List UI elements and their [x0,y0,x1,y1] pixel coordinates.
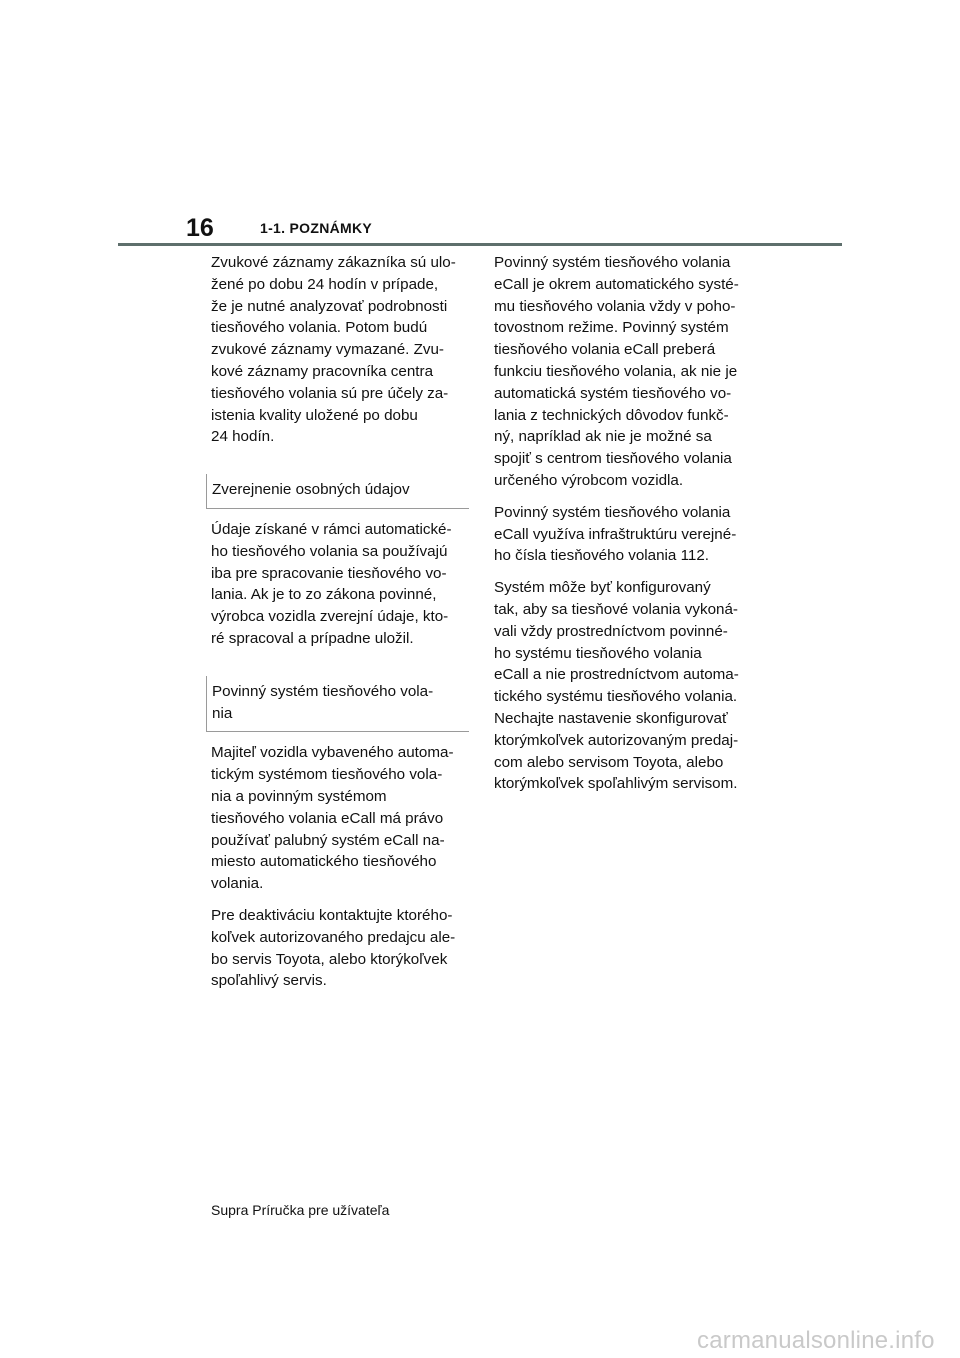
footer-manual-title: Supra Príručka pre užívateľa [211,1202,390,1218]
text-line: Zverejnenie osobných údajov [212,481,410,499]
text-line: vali vždy prostredníctvom povinné- [494,622,728,640]
text-line: používať palubný systém eCall na- [211,831,445,849]
paragraph [494,502,756,567]
text-line: tiesňového volania sú pre účely za- [211,384,449,402]
text-line: istenia kvality uložené po dobu [211,406,418,424]
text-line: Pre deaktiváciu kontaktujte ktorého- [211,906,453,924]
text-line: ktorýmkoľvek autorizovaným predaj- [494,731,739,749]
text-line: zvukové záznamy vymazané. Zvu- [211,341,444,359]
text-line: bo servis Toyota, alebo ktorýkoľvek [211,950,448,968]
text-line: že je nutné analyzovať podrobnosti [211,297,448,315]
text-line: mu tiesňového volania vždy v poho- [494,297,736,315]
text-line: tiesňového volania eCall preberá [494,341,716,359]
text-line: nia [212,704,233,722]
text-line: iba pre spracovanie tiesňového vo- [211,564,447,582]
text-line: com alebo servisom Toyota, alebo [494,753,724,771]
page-number: 16 [186,214,214,242]
text-line: tak, aby sa tiesňové volania vykoná- [494,600,738,618]
subheading-personal-data [206,474,469,509]
text-line: Povinný systém tiesňového volania [494,503,731,521]
text-line: 24 hodín. [211,428,275,446]
text-line: ho systému tiesňového volania [494,644,702,662]
paragraph [494,252,756,492]
subheading-mandatory-emergency-system [206,676,469,733]
text-line: Údaje získané v rámci automatické- [211,520,452,538]
text-line: spojiť s centrom tiesňového volania [494,450,732,468]
text-line: ktorýmkoľvek spoľahlivým servisom. [494,775,738,793]
text-line: Systém môže byť konfigurovaný [494,579,711,597]
text-line: eCall využíva infraštruktúru verejné- [494,525,737,543]
text-line: tiesňového volania. Potom budú [211,319,428,337]
text-line: tovostnom režime. Povinný systém [494,319,729,337]
text-line: žené po dobu 24 hodín v prípade, [211,275,439,293]
left-column [211,252,469,1002]
text-line: koľvek autorizovaného predajcu ale- [211,928,456,946]
text-line: tiesňového volania eCall má právo [211,809,444,827]
text-line: spoľahlivý servis. [211,972,327,990]
text-line: miesto automatického tiesňového [211,853,437,871]
paragraph [211,519,469,650]
text-line: lania. Ak je to zo zákona povinné, [211,586,437,604]
section-title: 1-1. POZNÁMKY [260,220,373,236]
text-line: nia a povinným systémom [211,787,387,805]
text-line: funkciu tiesňového volania, ak nie je [494,362,738,380]
paragraph [494,577,756,795]
text-line: eCall a nie prostredníctvom automa- [494,666,739,684]
text-line: eCall je okrem automatického systé- [494,275,739,293]
paragraph [211,742,469,895]
text-line: lania z technických dôvodov funkč- [494,406,729,424]
text-line: tického systému tiesňového volania. [494,688,738,706]
watermark-text: carmanualsonline.info [697,1327,935,1354]
right-column [494,252,756,805]
text-line: ho tiesňového volania sa používajú [211,542,448,560]
spacer [211,660,469,676]
spacer [211,458,469,474]
text-line: určeného výrobcom vozidla. [494,471,684,489]
text-line: ho čísla tiesňového volania 112. [494,547,710,565]
text-line: tickým systémom tiesňového vola- [211,766,443,784]
text-line: automatická systém tiesňového vo- [494,384,732,402]
text-line: volania. [211,875,264,893]
header-divider [118,243,842,246]
text-line: kové záznamy pracovníka centra [211,362,434,380]
paragraph [211,252,469,448]
text-line: Povinný systém tiesňového vola- [212,682,434,700]
text-line: ré spracoval a prípadne uložil. [211,629,414,647]
text-line: výrobca vozidla zverejní údaje, kto- [211,608,449,626]
text-line: Majiteľ vozidla vybaveného automa- [211,744,454,762]
text-line: Zvukové záznamy zákazníka sú ulo- [211,254,456,271]
text-line: Nechajte nastavenie skonfigurovať [494,709,728,727]
text-line: Povinný systém tiesňového volania [494,254,731,271]
paragraph [211,905,469,992]
text-line: ný, napríklad ak nie je možné sa [494,428,712,446]
